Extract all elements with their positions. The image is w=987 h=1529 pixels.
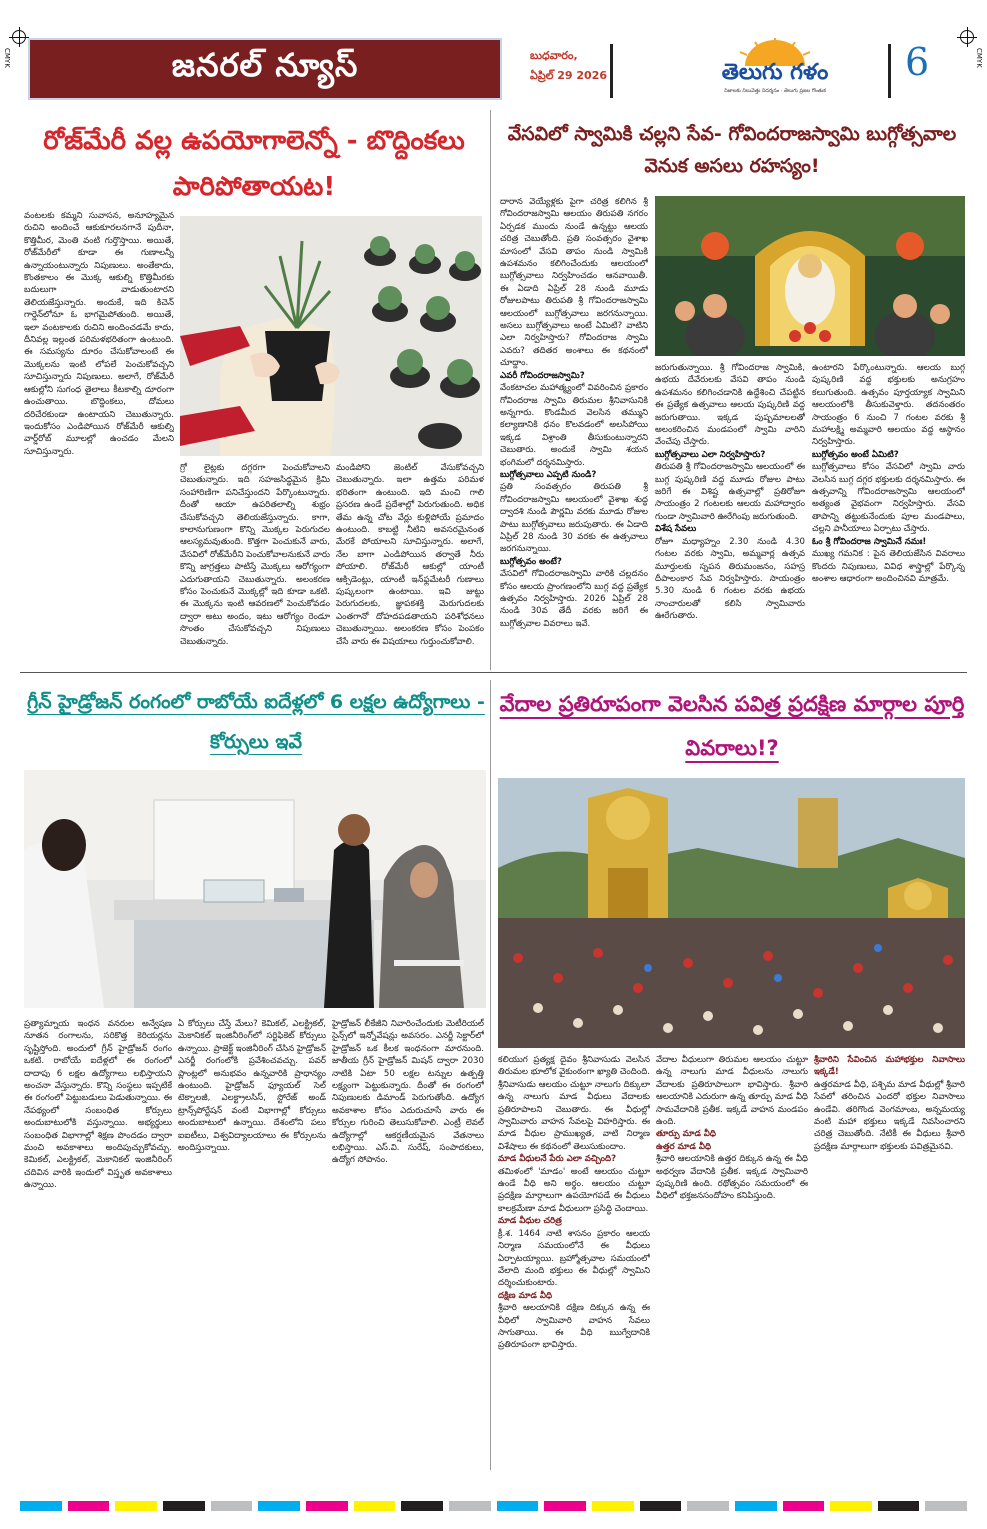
vedalu-col2a: వేదాల వీధులుగా తిరుమల ఆలయం చుట్టూ ఉన్న నాలుగు మాడ వీధులను నాలుగు వేదాలకు ప్రతిరూపాలుగా భావిస్తారు. శ్రీవారి ఆలయానికి ఎదురుగా ఉన్న తూర్పు మాడ వీధి సామవేదానికి ప్రతీక. ఇక్కడే వాహన మండపం ఉంది.: [656, 1055, 808, 1128]
page-number: 6: [905, 40, 930, 84]
print-color-bar: [20, 1501, 967, 1511]
govindaraja-sub1-text: వేంకటాచల మహాత్మ్యంలో వివరించిన ప్రకారం గోవిందరాజ స్వామి తిరుమల శ్రీనివాసునికి అన్నగారు. కొండమీద వెలసిన తమ్ముని కల్యాణానికి ధనం కొలవడంలో అలసిపోయి ఇక్కడ విశ్రాంతి తీసుకుంటున్నారని చెబుతారు. అందుకే స్వామి శయన భంగిమలో దర్శనమిస్తారు.: [500, 383, 648, 468]
masthead-divider: [610, 44, 613, 98]
vedalu-photo: [498, 778, 965, 1048]
govindaraja-sub4-text: తిరుపతి శ్రీ గోవిందరాజస్వామి ఆలయంలో ఈ బుగ్గ పుష్కరిణి వద్ద మూడు రోజుల పాటు జరిగే ఈ విశిష్ట ఉత్సవాల్లో ప్రతిరోజూ సాయంత్రం 2 గంటలకు ఆలయ మహాద్వారం గుండా స్వామివారి ఊరేగింపు జరుగుతుంది.: [655, 462, 805, 522]
vedalu-headline-text: వేదాల ప్రతిరూపంగా వెలసిన పవిత్ర ప్రదక్షిణ మార్గాల పూర్తి వివరాలు!?: [499, 692, 965, 760]
logo-name: తెలుగు గళం: [721, 60, 829, 85]
vedalu-col2b: శ్రీవారి ఆలయానికి ఉత్తర దిక్కున ఉన్న ఈ వీధి అథర్వణ వేదానికి ప్రతీక. ఇక్కడ స్వామివారి పుష్కరిణి ఉంది. రథోత్సవం సమయంలో ఈ వీధిలో భక్తజనసందోహం కనిపిస్తుంది.: [656, 1154, 808, 1202]
govindaraja-sub5-text: రోజూ మధ్యాహ్నం 2.30 నుండి 4.30 గంటల వరకు స్వామి, అమ్మవార్ల ఉత్సవ మూర్తులకు స్నపన తిరుమంజనం, సహస్ర దీపాలంకార సేవ నిర్వహిస్తారు. సాయంత్రం 5.30 నుండి 6 గంటల వరకు ఉభయ నాంచారులతో కలిసి స్వామివారు ఊరేగుతారు.: [655, 536, 805, 622]
govindaraja-sub3: బుగ్గోత్సవం అంటే?: [500, 556, 562, 567]
hydrogen-column-3: హైడ్రోజన్ లీకేజీని నివారించేందుకు మెటీరియల్ సైన్స్‌లో ఇన్నోవేషన్లు అవసరం. ఎనర్జీ సెక్టార్‌లో హైడ్రోజన్ ఒక కీలక ఇంధనంగా మారనుంది. జాతీయ గ్రీన్ హైడ్రోజన్ మిషన్ ద్వారా 2030 నాటికి ఏటా 50 లక్షల టన్నుల ఉత్పత్తి లక్ష్యంగా పెట్టుకున్నారు. దీంతో ఈ రంగంలో నిపుణులకు డిమాండ్ పెరుగుతోంది. ఉద్యోగ అవకాశాల కోసం ఎదురుచూసే వారు ఈ కోర్సుల గురించి తెలుసుకోవాలి. ఎంట్రీ లెవల్ ఉద్యోగాల్లో ఆకర్షణీయమైన వేతనాలు లభిస్తాయి. ఎస్.వి. సురేష్, సంపాదకులు, ఉద్యోగ సోపానం.: [332, 1019, 484, 1166]
cmyk-mark: CMYK: [975, 48, 983, 68]
vedalu-column-1: [498, 1054, 650, 1470]
vedalu-column-3: [814, 1054, 965, 1470]
cmyk-mark: CMYK: [3, 48, 11, 68]
vedalu-headline: [498, 682, 966, 770]
govindaraja-sub3-text: వేసవిలో గోవిందరాజస్వామి వారికి చల్లదనం కోసం ఆలయ ప్రాంగణంలోని బుగ్గ వద్ద ప్రత్యేక ఉత్సవం నిర్వహిస్తారు. 2026 ఏప్రిల్ 28 నుండి 30వ తేదీ వరకు జరిగే ఈ బుగ్గోత్సవాల వివరాలు ఇవే.: [500, 569, 648, 629]
registration-mark: [12, 30, 26, 44]
vedalu-sub2: మాడ వీధుల చరిత్ర: [498, 1216, 562, 1227]
govindaraja-column-3: [812, 362, 965, 664]
vedalu-sub3: దక్షిణ మాడ వీధి: [498, 1290, 553, 1301]
govindaraja-sub2: బుగ్గోత్సవాలు ఎప్పటి నుండి?: [500, 469, 597, 480]
column-divider: [490, 110, 491, 670]
govindaraja-sub1: ఎవరీ గోవిందరాజస్వామి?: [500, 370, 585, 381]
vedalu-sub1: మాడ వీధులనే పేరు ఎలా వచ్చింది?: [498, 1154, 617, 1165]
govindaraja-photo: [655, 196, 965, 356]
masthead-divider: [888, 44, 891, 98]
date-label: ఏప్రిల్ 29 2026: [530, 69, 608, 82]
govindaraja-sub6: బుగ్గోత్సవం అంటే ఏమిటి?: [812, 449, 899, 460]
vedalu-col2b-sub: ఉత్తర మాడ వీధి: [656, 1141, 712, 1152]
section-title: జనరల్ న్యూస్: [171, 46, 359, 84]
registration-mark: [960, 30, 974, 44]
section-divider: [20, 672, 967, 673]
govindaraja-headline: వేసవిలో స్వామికి చల్లని సేవ- గోవిందరాజస్వామి బుగ్గోత్సవాల వెనుక అసలు రహస్యం!: [507, 123, 957, 177]
vedalu-sub2-text: క్రీ.శ. 1464 నాటి శాసనం ప్రకారం ఆలయ నిర్మాణ సమయంలోనే ఈ వీధులు ఏర్పాటయ్యాయి. బ్రహ్మోత్సవాల సమయంలో వేలాది మంది భక్తులు ఈ వీధుల్లో స్వామిని దర్శించుకుంటారు.: [498, 1228, 650, 1289]
vedalu-col3-sub: శ్రీవారిని సేవించిన మహాభక్తుల నివాసాలు ఇక్కడే!: [814, 1055, 965, 1078]
govindaraja-sub2-text: ప్రతి సంవత్సరం తిరుపతి శ్రీ గోవిందరాజస్వామి ఆలయంలో వైశాఖ శుద్ధ ద్వాదశి నుండి పౌర్ణమి వరకు మూడు రోజుల పాటు బుగ్గోత్సవాలు జరుపుతారు. ఈ ఏడాది ఏప్రిల్ 28 నుండి 30 వరకు ఈ ఉత్సవాలు జరగనున్నాయి.: [500, 482, 648, 555]
hydrogen-photo: [24, 770, 486, 1008]
vedalu-col3: ఉత్తరమాడ వీధి, పశ్చిమ మాడ వీధుల్లో శ్రీవారి సేవలో తరించిన ఎందరో భక్తుల నివాసాలు ఉండేవి. తరిగొండ వెంగమాంబ, అన్నమయ్య వంటి మహా భక్తులు ఇక్కడే నివసించారని చరిత్ర చెబుతోంది. నేటికీ ఈ వీధులు శ్రీవారి ప్రదక్షిణ మార్గాలుగా భక్తులకు పవిత్రమైనవి.: [814, 1079, 965, 1152]
newspaper-logo: [690, 38, 860, 100]
govindaraja-col-b: జరుగుతున్నాయి. శ్రీ గోవిందరాజ స్వామికి, ఉభయ దేవేరులకు వేసవి తాపం నుండి ఉపశమనం కలిగించడానికి ఉద్దేశించి చేపట్టిన ఈ ప్రత్యేక ఉత్సవాలు ఆలయ పుష్కరిణి వద్ద జరుగుతాయి. ఇక్కడ పుష్పమాలలతో అలంకరించిన మండపంలో స్వామి వారిని వేంచేపు చేస్తారు.: [655, 363, 805, 448]
vedalu-column-2: [656, 1054, 808, 1470]
logo-tagline: నిజాలకు నిలువెత్తు నిదర్శనం · తెలుగు ప్రజల గొంతుక: [724, 88, 826, 94]
rosemary-column-2: గ్రో లైట్లకు దగ్గరగా పెంచుకోవాలని చెబుతున్నారు. ఇది సహజసిద్ధమైన క్రిమి సంహారిణిగా పనిచేస్తుందని పేర్కొంటున్నారు. దీంతో ఆయా ఉపరితలాల్ని శుభ్రం చేసుకోవచ్చని తెలియజేస్తున్నారు. కాగా, కాలానుగుణంగా కొన్ని మొక్కల పెరుగుదల ఆలస్యమవుతుంది. కొత్తగా పెంచుకునే వారు, వేసవిలో రోజ్‌మేరీని పెంచుకోవాలనుకునే వారు కొన్ని జాగ్రత్తలు పాటిస్తే మొక్కలు ఆరోగ్యంగా ఎదుగుతాయని చెబుతున్నారు. అలంకరణ కోసం పెంచుకునే మొక్కల్లో ఇది కూడా ఒకటి. ఈ మొక్కను ఇంటి ఆవరణలో పెంచుకోవడం ద్వారా అటు అందం, ఇటు ఆరోగ్యం రెండూ సొంతం చేసుకోవచ్చని నిపుణులు చెబుతున్నారు.: [180, 463, 330, 647]
vedalu-sub3-text: శ్రీవారి ఆలయానికి దక్షిణ దిక్కున ఉన్న ఈ వీధిలో స్వామివారి వాహన సేవలు సాగుతాయి. ఈ వీధి ఋగ్వేదానికి ప్రతిరూపంగా భావిస్తారు.: [498, 1303, 650, 1351]
vedalu-col2a-sub: తూర్పు మాడ వీధి: [656, 1129, 716, 1140]
date-block: [530, 46, 607, 86]
govindaraja-sub7: ఓం శ్రీ గోవిందరాజ స్వామినే నమః!: [812, 536, 927, 547]
rosemary-headline: రోజ్‌మేరీ వల్ల ఉపయోగాలెన్నో - బొద్దింకలు పారిపోతాయట!: [43, 126, 465, 202]
govindaraja-col-c: ఉంటారని పేర్కొంటున్నారు. ఆలయ బుగ్గ పుష్కరిణి వద్ద భక్తులకు అనుగ్రహం కలుగుతుంది. ఉత్సవం పూర్తయ్యాక స్వామిని ఆలయంలోకి తీసుకువెళ్తారు. తదనంతరం సాయంత్రం 6 నుంచి 7 గంటల వరకు శ్రీ మహాలక్ష్మి అమ్మవారి ఆలయం వద్ద ఆస్థానం నిర్వహిస్తారు.: [812, 363, 965, 448]
vedalu-col1: కలియుగ ప్రత్యక్ష దైవం శ్రీనివాసుడు వెలసిన తిరుమల భూలోక వైకుంఠంగా ఖ్యాతి చెందింది. శ్రీనివాసుడు ఆలయం చుట్టూ నాలుగు దిక్కులా ఉన్న నాలుగు మాడ వీధులు వేదాలకు ప్రతిరూపాలని చెబుతారు. ఈ వీధుల్లో స్వామివారు వాహన సేవలపై విహరిస్తారు. ఈ మాడ వీధుల ప్రాముఖ్యత, వాటి నిర్మాణ విశేషాలు ఈ కథనంలో తెలుసుకుందాం.: [498, 1055, 650, 1152]
hydrogen-headline: [24, 682, 488, 762]
column-divider: [490, 680, 491, 1470]
section-banner: [28, 38, 502, 100]
hydrogen-headline-text: గ్రీన్ హైడ్రోజన్ రంగంలో రాబోయే ఐదేళ్లలో 6 లక్షల ఉద్యోగాలు - కోర్సులు ఇవే: [27, 691, 485, 753]
rosemary-column-1: వంటలకు కమ్మని సువాసన, అనూహ్యమైన రుచిని అందించే ఆకుకూరలనగానే పుదీనా, కొత్తిమీర, మెంతి వంటి గుర్తొస్తాయి. అయితే, రోజ్‌మేరీలో కూడా ఈ గుణాలన్నీ ఉన్నాయంటున్నారు నిపుణులు. అంతేకాదు, కొంతకాలం ఈ మొక్క ఆకుల్ని కొత్తిమీరకు బదులుగా వాడుతుంటారని తెలియజేస్తున్నారు. అందుకే, ఇది కిచెన్ గార్డెన్‌లోనూ ఓ భాగమైపోతుంది. అయితే, ఇలా వంటకాలకు రుచిని అందించడమే కాదు, దీనివల్ల ఇల్లంత పరిమళభరితంగా ఉంటుంది. ఈ సమస్యను దూరం చేసుకోవాలంటే ఈ మొక్కలను ఇంటి లోపలే పెంచుకోవచ్చని సూచిస్తున్నారు నిపుణులు. అలాగే, రోజ్‌మేరీ ఆకుల్లోని సుగంధ తైలాలు కీటకాల్ని దూరంగా ఉంచుతాయి. బొద్దింకలు, దోమలు దరిచేరకుండా ఉంటాయని చెబుతున్నారు. ఇందుకోసం ఎండిపోయిన రోజ్‌మేరీ ఆకుల్ని వార్డ్‌రోబ్ మూలల్లో ఉంచడం మేలని సూచిస్తున్నారు.: [24, 211, 174, 457]
day-label: బుధవారం,: [530, 49, 578, 62]
govindaraja-sub7-text: ముఖ్య గమనిక : పైన తెలియజేసిన వివరాలు కొందరు నిపుణులు, వివిధ శాస్త్రాల్లో పేర్కొన్న అంశాల ఆధారంగా అందించినవి మాత్రమే.: [812, 549, 965, 584]
govindaraja-intro-column: [500, 196, 648, 664]
hydrogen-column-1: ప్రత్యామ్నాయ ఇంధన వనరుల అన్వేషణ నూతన రంగాలను, సరికొత్త కెరియర్లను సృష్టిస్తోంది. అందులో గ్రీన్ హైడ్రోజన్ రంగం ఒకటి. రాబోయే ఐదేళ్లలో ఈ రంగంలో దాదాపు 6 లక్షల ఉద్యోగాలు లభిస్తాయని అంచనా వేస్తున్నారు. కొన్ని సంస్థలు ఇప్పటికే ఈ రంగంలో పెట్టుబడులు పెడుతున్నాయి. ఈ నేపథ్యంలో సంబంధిత కోర్సులు అందుబాటులోకి వస్తున్నాయి. అభ్యర్థులు సంబంధిత విభాగాల్లో శిక్షణ పొందడం ద్వారా మంచి అవకాశాలు అందిపుచ్చుకోవచ్చు. కెమికల్, ఎలక్ట్రికల్, మెకానికల్ ఇంజినీరింగ్ చదివిన వారికి ఇందులో విస్తృత అవకాశాలు ఉన్నాయి.: [24, 1019, 172, 1191]
govindaraja-sub4: బుగ్గోత్సవాలు ఎలా నిర్వహిస్తారు?: [655, 449, 766, 460]
govindaraja-sub5: విశేష సేవలు: [655, 524, 697, 535]
vedalu-sub1-text: తమిళంలో 'మాడం' అంటే ఆలయం చుట్టూ ఉండే వీధి అని అర్థం. ఆలయం చుట్టూ ప్రదక్షిణ మార్గాలుగా ఉపయోగపడే ఈ వీధులు కాలక్రమేణా మాడ వీధులుగా ప్రసిద్ధి చెందాయి.: [498, 1166, 650, 1214]
govindaraja-sub6-text: బుగ్గోత్సవాలు కోసం వేసవిలో స్వామి వారు వెలసిన బుగ్గ దగ్గర భక్తులకు దర్శనమిస్తారు. ఈ ఉత్సవాన్ని గోవిందరాజస్వామి ఆలయంలో అత్యంత వైభవంగా నిర్వహిస్తారు. వేసవి తాపాన్ని తట్టుకునేందుకు పూల మండపాలు, చల్లని పానీయాలు ఏర్పాటు చేస్తారు.: [812, 462, 965, 535]
rosemary-photo: [180, 216, 482, 456]
rosemary-column-3: మండిపోని జెంటిల్ వేసుకోవచ్చని చెబుతున్నారు. ఇలా ఉత్తమ పరిమళ భరితంగా ఉంటుంది. ఇది మంచి గాలి ప్రసరణ ఉండే ప్రదేశాల్లో పెరుగుతుంది. అధిక తేమ ఉన్న చోట వేర్లు కుళ్లిపోయే ప్రమాదం ఉంటుంది. కాబట్టి నీటిని అవసరమైనంత మేరకే పోయాలని సూచిస్తున్నారు. అలాగే, నేల బాగా ఎండిపోయిన తర్వాతే నీరు పోయాలి. రోజ్‌మేరీ ఆకుల్లో యాంటీ ఆక్సిడెంట్లు, యాంటీ ఇన్‌ఫ్లమేటరీ గుణాలు పుష్కలంగా ఉంటాయి. ఇవి జుట్టు పెరుగుదలకు, జ్ఞాపకశక్తి మెరుగుదలకు ఎంతగానో దోహదపడతాయని పరిశోధనలు చెబుతున్నాయి. అలంకరణ కోసం పెంపకం చేసే వారు ఈ విషయాలు గుర్తుంచుకోవాలి.: [336, 463, 484, 647]
govindaraja-intro: దారాన వెయ్యేళ్లకు పైగా చరిత్ర కలిగిన శ్రీ గోవిందరాజస్వామి ఆలయం తిరుపతి నగరం ఏర్పడక ముందు నుండే ఉన్నట్టు ఆలయ చరిత్ర చెబుతోంది. ప్రతి సంవత్సరం వైశాఖ మాసంలో వేసవి తాపం నుండి స్వామికి ఉపశమనం కలిగించేందుకు ఆలయంలో బుగ్గోత్సవాలు నిర్వహించడం ఆనవాయితీ. ఈ ఏడాది ఏప్రిల్ 28 నుండి మూడు రోజులపాటు తిరుపతి శ్రీ గోవిందరాజస్వామి ఆలయంలో బుగ్గోత్సవాలు జరగనున్నాయి. అసలు బుగ్గోత్సవాలు అంటే ఏమిటి? వాటిని ఎలా నిర్వహిస్తారు? గోవిందరాజ స్వామి ఎవరు? తదితర అంశాలు ఈ కథనంలో చూద్దాం.: [500, 197, 648, 369]
hydrogen-column-2: ఏ కోర్సులు చేస్తే మేలు? కెమికల్, ఎలక్ట్రికల్, మెకానికల్ ఇంజినీరింగ్‌లో సర్టిఫికెట్ కోర్సులు ఉన్నాయి. ప్రాజెక్ట్ ఇంజినీరింగ్ చేసిన హైడ్రోజన్ ఎనర్జీ రంగంలోకి ప్రవేశించవచ్చు. పవర్ ప్లాంట్లలో అనుభవం ఉన్నవారికి ప్రాధాన్యం ఉంటుంది. హైడ్రోజన్ ఫ్యూయల్ సెల్ టెక్నాలజీ, ఎలక్ట్రాలసిస్, స్టోరేజ్ అండ్ ట్రాన్స్‌పోర్టేషన్ వంటి విభాగాల్లో కోర్సులు అందుబాటులో ఉన్నాయి. దేశంలోని పలు ఐఐటీలు, విశ్వవిద్యాలయాలు ఈ కోర్సులను అందిస్తున్నాయి.: [178, 1019, 326, 1154]
govindaraja-column-2: [655, 362, 805, 664]
